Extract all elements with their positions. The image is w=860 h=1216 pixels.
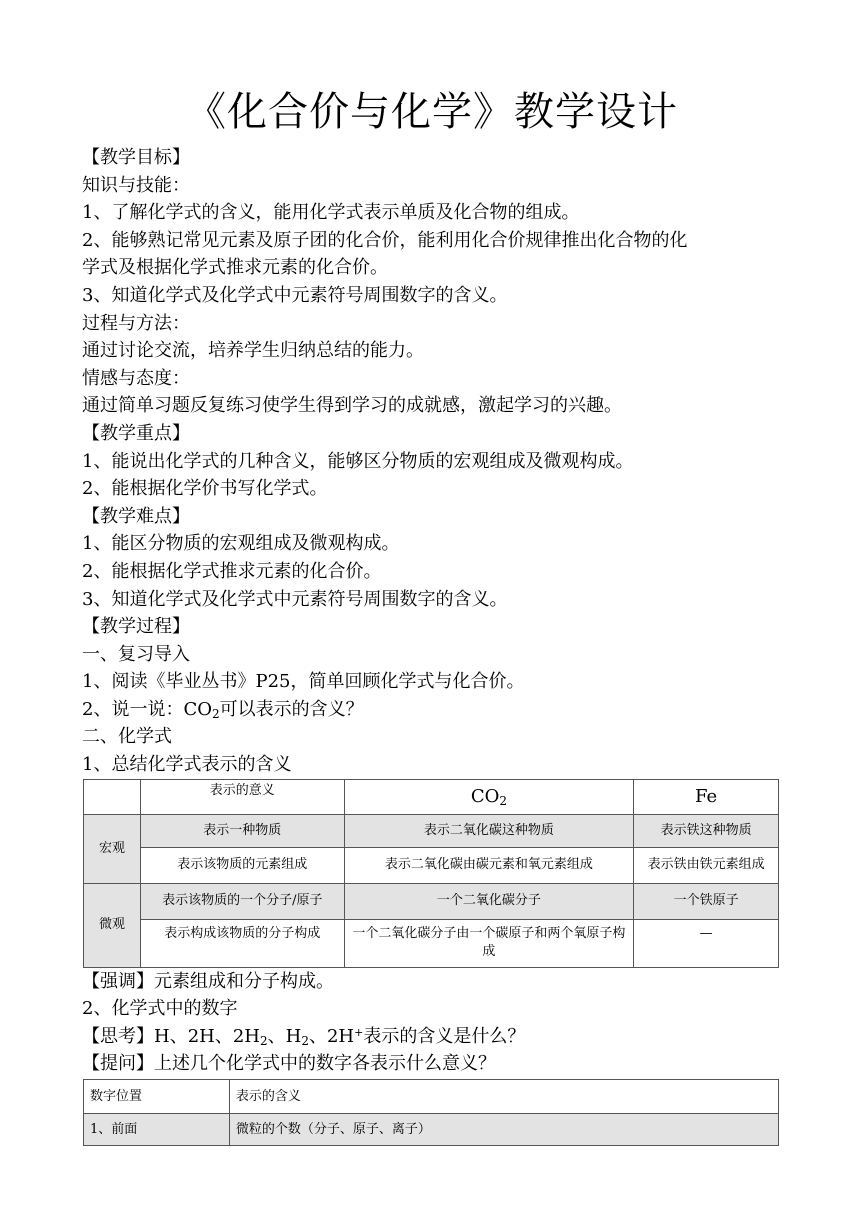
knowledge-item: 1、了解化学式的含义，能用化学式表示单质及化合物的组成。: [82, 202, 580, 224]
emotion-text: 通过简单习题反复练习使学生得到学习的成就感，激起学习的兴趣。: [82, 395, 622, 417]
table-cell: 表示二氧化碳由碳元素和氧元素组成: [344, 847, 634, 883]
table-cell: 表示该物质的一个分子/原子: [140, 883, 344, 919]
table-header-cell: [344, 779, 634, 814]
goals-heading: 【教学目标】: [82, 147, 190, 168]
key-item: 2、能根据化学价书写化学式。: [82, 478, 328, 500]
table-cell: 表示铁这种物质: [634, 814, 779, 847]
subscript: 2: [499, 793, 507, 808]
superscript: +: [354, 1025, 364, 1039]
key-heading: 【教学重点】: [82, 422, 190, 444]
knowledge-item: 学式及根据化学式推求元素的化合价。: [82, 257, 388, 279]
table-cell: 表示构成该物质的分子构成: [140, 919, 344, 967]
table-header-cell: 表示的意义: [140, 779, 344, 814]
table-header-cell: 数字位置: [84, 1080, 230, 1114]
emotion-heading: 情感与态度：: [82, 367, 190, 389]
emphasis-text: 【强调】元素组成和分子构成。: [82, 970, 334, 992]
document-page: [82, 86, 782, 1146]
numbers-heading: 2、化学式中的数字: [82, 998, 238, 1020]
knowledge-item: 2、能够熟记常见元素及原子团的化合价，能利用化合价规律推出化合物的化: [82, 229, 688, 251]
table-cell: 微粒的个数（分子、原子、离子）: [229, 1114, 778, 1146]
think-text: 、2H: [308, 1025, 355, 1047]
row-group-label: 微观: [84, 883, 141, 967]
knowledge-heading: 知识与技能：: [82, 174, 190, 196]
meaning-table: [83, 779, 779, 968]
difficulty-heading: 【教学难点】: [82, 505, 190, 527]
formula-text: CO: [470, 785, 500, 807]
think-text: 表示的含义是什么？: [363, 1025, 526, 1047]
table-cell: 一个二氧化碳分子由一个碳原子和两个氧原子构成: [344, 919, 634, 967]
difficulty-item: 1、能区分物质的宏观组成及微观构成。: [82, 533, 400, 555]
table-corner-cell: [84, 779, 141, 814]
review-item: [82, 696, 782, 724]
table-header-cell: Fe: [634, 779, 779, 814]
row-group-label: 宏观: [84, 814, 141, 883]
difficulty-item: 2、能根据化学式推求元素的化合价。: [82, 560, 382, 582]
think-text: 【思考】H、2H、2H: [82, 1025, 260, 1047]
table-cell: 表示该物质的元素组成: [140, 847, 344, 883]
table-cell: 一个铁原子: [634, 883, 779, 919]
teaching-process-heading: 【教学过程】: [82, 616, 190, 638]
subscript: 2: [211, 706, 220, 721]
formula-item: 1、总结化学式表示的含义: [82, 754, 292, 776]
knowledge-item: 3、知道化学式及化学式中元素符号周围数字的含义。: [82, 284, 508, 306]
think-text: 、H: [267, 1025, 302, 1047]
review-heading: 一、复习导入: [82, 643, 190, 665]
review-item: 1、阅读《毕业丛书》P25，简单回顾化学式与化合价。: [82, 671, 525, 693]
review-item-text: 2、说一说：CO: [82, 698, 212, 720]
review-item-text: 可以表示的含义？: [219, 698, 364, 720]
table-cell: —: [634, 919, 779, 967]
table-cell: 一个二氧化碳分子: [344, 883, 634, 919]
subscript: 2: [260, 1033, 268, 1048]
think-question: [82, 1023, 782, 1051]
table-cell: 表示二氧化碳这种物质: [344, 814, 634, 847]
subscript: 2: [301, 1033, 309, 1048]
key-item: 1、能说出化学式的几种含义，能够区分物质的宏观组成及微观构成。: [82, 450, 634, 472]
number-position-table: [83, 1079, 779, 1146]
table-cell: 表示铁由铁元素组成: [634, 847, 779, 883]
difficulty-item: 3、知道化学式及化学式中元素符号周围数字的含义。: [82, 588, 508, 610]
table-cell: 1、前面: [84, 1114, 230, 1146]
table-cell: 表示一种物质: [140, 814, 344, 847]
ask-question: 【提问】上述几个化学式中的数字各表示什么意义？: [82, 1053, 496, 1075]
process-text: 通过讨论交流，培养学生归纳总结的能力。: [82, 340, 424, 362]
formula-heading: 二、化学式: [82, 726, 172, 748]
process-heading: 过程与方法：: [82, 312, 190, 334]
table-header-cell: 表示的含义: [229, 1080, 778, 1114]
document-title: 《化合价与化学》教学设计: [186, 89, 678, 135]
